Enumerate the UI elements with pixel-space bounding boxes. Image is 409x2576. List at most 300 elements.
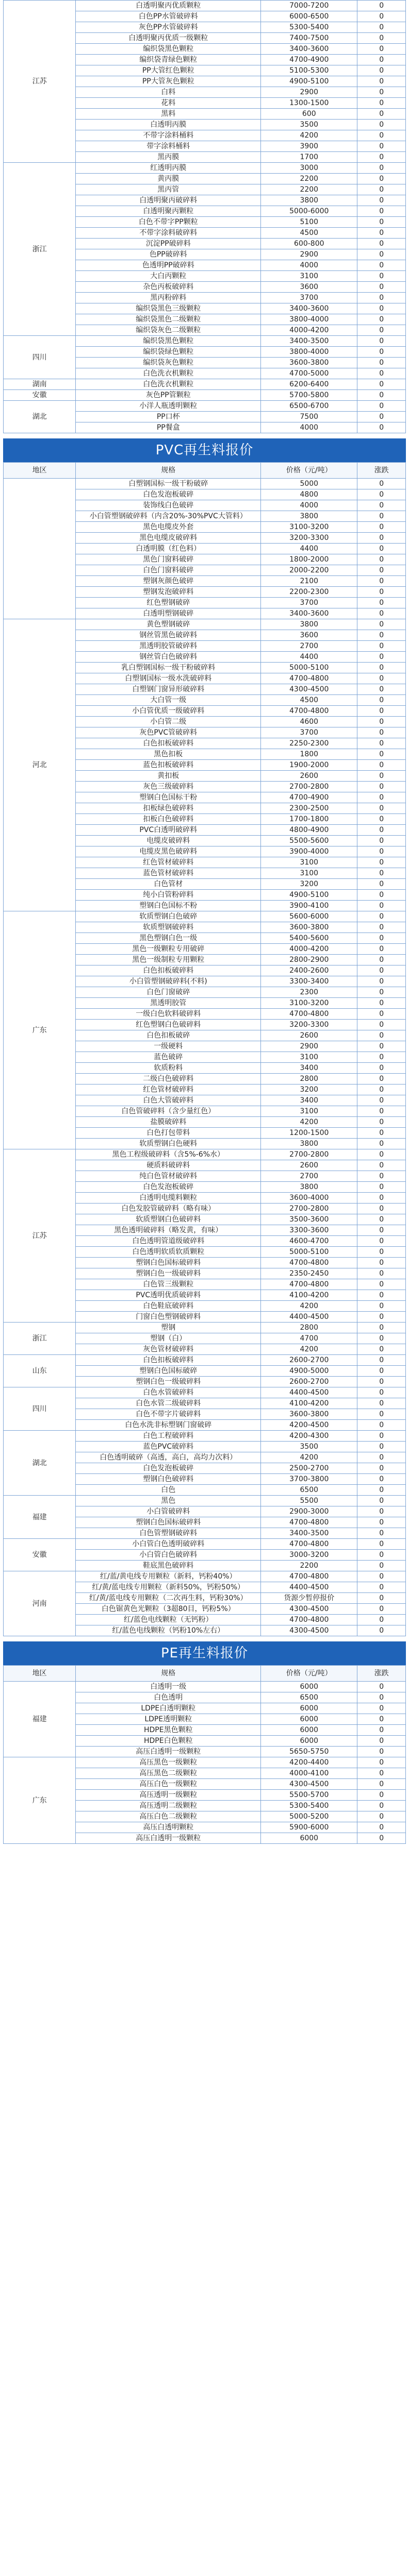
change-cell: 0 (357, 565, 406, 576)
spec-cell: 小白管优质一级破碎料 (76, 706, 261, 717)
spec-cell: 小白管塑钢破碎料(不料) (76, 976, 261, 987)
table-row (4, 1, 406, 11)
price-cell: 3600-3800 (261, 1409, 357, 1420)
price-cell: 6500 (261, 1485, 357, 1496)
spec-cell: 塑钢（白） (76, 1333, 261, 1344)
change-cell: 0 (357, 282, 406, 293)
spec-cell: 黑色电缆皮破碎料 (76, 533, 261, 544)
change-cell: 0 (357, 314, 406, 325)
price-cell: 4500 (261, 228, 357, 239)
spec-cell: 软质粉料 (76, 1063, 261, 1074)
price-cell: 4900-5000 (261, 1366, 357, 1377)
change-cell: 0 (357, 1268, 406, 1279)
price-cell: 2200 (261, 184, 357, 195)
change-cell: 0 (357, 303, 406, 314)
price-cell: 4400-4500 (261, 1582, 357, 1593)
price-cell: 3400-3600 (261, 303, 357, 314)
change-cell: 0 (357, 868, 406, 879)
spec-cell: 塑钢白色国标破碎 (76, 1366, 261, 1377)
change-cell: 0 (357, 1571, 406, 1582)
change-cell: 0 (357, 379, 406, 390)
change-cell: 0 (357, 1052, 406, 1063)
price-cell: 5000-5100 (261, 1247, 357, 1258)
spec-cell: 小白管破碎料 (76, 1506, 261, 1517)
spec-cell: 白透明丙膜 (76, 120, 261, 130)
change-cell: 0 (357, 1117, 406, 1128)
price-cell: 2600-2700 (261, 1377, 357, 1387)
price-cell: 4500 (261, 695, 357, 706)
price-cell: 2800 (261, 1074, 357, 1084)
change-cell: 0 (357, 1041, 406, 1052)
price-cell: 2700-2800 (261, 782, 357, 792)
spec-cell: 小白管白色破碎料 (76, 1550, 261, 1561)
change-cell: 0 (357, 803, 406, 814)
region-cell: 江苏 (4, 1149, 76, 1323)
spec-cell: 白透明聚丙颗粒 (76, 206, 261, 217)
price-cell: 4100-4200 (261, 1290, 357, 1301)
spec-cell: 塑钢灰颜色破碎 (76, 576, 261, 587)
price-cell: 3400-3600 (261, 44, 357, 55)
price-cell: 4200 (261, 1452, 357, 1463)
price-cell: 5100-5300 (261, 65, 357, 76)
spec-cell: 红/黄/蓝电线专用颗粒（二次再生料，钙粉30%） (76, 1593, 261, 1604)
spec-cell: 编织袋灰色二级颗粒 (76, 325, 261, 336)
change-cell: 0 (357, 1160, 406, 1171)
change-cell: 0 (357, 87, 406, 98)
price-cell: 2600 (261, 771, 357, 782)
change-cell: 0 (357, 336, 406, 347)
sections-container (3, 0, 406, 1844)
table-header-row (4, 1666, 406, 1682)
region-cell: 浙江 (4, 163, 76, 336)
price-cell: 4700-4800 (261, 1279, 357, 1290)
region-cell: 山东 (4, 1355, 76, 1387)
price-cell: 1900-2000 (261, 760, 357, 771)
price-cell: 2900-3000 (261, 1506, 357, 1517)
change-cell: 0 (357, 782, 406, 792)
change-cell: 0 (357, 1768, 406, 1779)
spec-cell: 鞋底黑色破碎料 (76, 1561, 261, 1571)
price-cell: 1200-1500 (261, 1128, 357, 1139)
price-cell: 5500-5700 (261, 1790, 357, 1801)
spec-cell: 白色大管破碎料 (76, 1095, 261, 1106)
change-cell: 0 (357, 217, 406, 228)
change-cell: 0 (357, 911, 406, 922)
price-cell: 4700-4800 (261, 1009, 357, 1020)
change-cell: 0 (357, 511, 406, 522)
price-cell: 1800-2000 (261, 554, 357, 565)
change-cell: 0 (357, 965, 406, 976)
spec-cell: 黑色 (76, 1496, 261, 1506)
spec-cell: 白透明膜（红色料） (76, 544, 261, 554)
region-cell: 广东 (4, 1757, 76, 1844)
spec-cell: 塑钢白色国标干粉 (76, 792, 261, 803)
change-cell: 0 (357, 33, 406, 44)
change-cell: 0 (357, 533, 406, 544)
price-cell: 2700-2800 (261, 1149, 357, 1160)
change-cell: 0 (357, 1474, 406, 1485)
price-cell: 6000 (261, 1736, 357, 1747)
spec-cell: 灰色PP管颗粒 (76, 390, 261, 401)
change-cell: 0 (357, 1409, 406, 1420)
spec-cell: 白色门窗料破碎 (76, 565, 261, 576)
change-cell: 0 (357, 738, 406, 749)
section-banner: PVC再生料报价 (3, 438, 406, 462)
spec-cell: 白色不带字片破碎料 (76, 1409, 261, 1420)
price-cell: 3500 (261, 120, 357, 130)
price-cell: 4700-4800 (261, 1258, 357, 1268)
price-cell: 1300-1500 (261, 98, 357, 109)
change-cell: 0 (357, 771, 406, 782)
spec-cell: LDPE透明颗粒 (76, 1714, 261, 1725)
change-cell: 0 (357, 1398, 406, 1409)
spec-cell: 白色发泡板破碎 (76, 489, 261, 500)
price-cell: 5300-5400 (261, 22, 357, 33)
change-cell: 0 (357, 1214, 406, 1225)
region-cell: 湖北 (4, 1431, 76, 1496)
spec-cell: 色PP破碎料 (76, 249, 261, 260)
price-cell: 2200-2300 (261, 587, 357, 598)
price-cell: 3500 (261, 1442, 357, 1452)
change-cell: 0 (357, 901, 406, 911)
change-cell: 0 (357, 1312, 406, 1323)
table-row (4, 390, 406, 401)
spec-cell: 白色洗衣机颗粒 (76, 379, 261, 390)
change-cell: 0 (357, 1593, 406, 1604)
price-cell: 3700 (261, 598, 357, 608)
change-cell: 0 (357, 479, 406, 489)
price-cell: 4200-4300 (261, 1431, 357, 1442)
spec-cell: 沉淀PP破碎料 (76, 239, 261, 249)
change-cell: 0 (357, 522, 406, 533)
price-cell: 6000 (261, 1703, 357, 1714)
price-cell: 4600-4700 (261, 1236, 357, 1247)
change-cell: 0 (357, 1420, 406, 1431)
price-cell: 4400-4500 (261, 1312, 357, 1323)
table-row (4, 911, 406, 922)
change-cell: 0 (357, 727, 406, 738)
price-cell: 4700-4800 (261, 1571, 357, 1582)
price-cell: 5600-6000 (261, 911, 357, 922)
change-cell: 0 (357, 1290, 406, 1301)
spec-cell: 钢丝管黑色破碎料 (76, 630, 261, 641)
table-row (4, 163, 406, 174)
spec-cell: 盐膜破碎料 (76, 1117, 261, 1128)
change-cell: 0 (357, 1182, 406, 1193)
price-cell: 4200 (261, 1344, 357, 1355)
change-cell: 0 (357, 846, 406, 857)
price-cell: 2600 (261, 1030, 357, 1041)
change-cell: 0 (357, 1279, 406, 1290)
change-cell: 0 (357, 749, 406, 760)
price-cell: 3400 (261, 1095, 357, 1106)
price-cell: 6000 (261, 1725, 357, 1736)
change-cell: 0 (357, 1452, 406, 1463)
spec-cell: 白色水管二级破碎料 (76, 1398, 261, 1409)
price-cell: 5000-5100 (261, 663, 357, 673)
price-cell: 600 (261, 109, 357, 120)
region-cell: 河北 (4, 619, 76, 911)
change-cell: 0 (357, 120, 406, 130)
change-cell: 0 (357, 695, 406, 706)
spec-cell: 红/蓝/黄电线专用颗粒（新料，钙粉40%） (76, 1571, 261, 1582)
price-cell: 3100 (261, 1106, 357, 1117)
spec-cell: 黑色扣板 (76, 749, 261, 760)
change-cell: 0 (357, 1074, 406, 1084)
spec-cell: 白塑钢国标一级干粉破碎 (76, 479, 261, 489)
spec-cell: 白色发胶管破碎料（略有味） (76, 1204, 261, 1214)
price-cell: 4200 (261, 130, 357, 141)
spec-cell: 电缆皮黑色破碎料 (76, 846, 261, 857)
change-cell: 0 (357, 598, 406, 608)
section-banner: PE再生料报价 (3, 1641, 406, 1665)
change-cell: 0 (357, 587, 406, 598)
spec-cell: 编织袋黑色颗粒 (76, 44, 261, 55)
table-row (4, 1323, 406, 1333)
spec-cell: 红/黄/蓝电线专用颗粒（新料50%，钙粉50%） (76, 1582, 261, 1593)
spec-cell: 红色管材破碎料 (76, 1084, 261, 1095)
spec-cell: 塑钢发泡破碎料 (76, 587, 261, 598)
price-cell: 4700-4900 (261, 55, 357, 65)
spec-cell: PP大管红色颗粒 (76, 65, 261, 76)
price-cell: 5500-5600 (261, 836, 357, 846)
price-cell: 2200 (261, 1561, 357, 1571)
spec-cell: 白色透明 (76, 1692, 261, 1703)
change-cell: 0 (357, 1747, 406, 1757)
change-cell: 0 (357, 249, 406, 260)
change-cell: 0 (357, 1333, 406, 1344)
spec-cell: 不带字涂料破碎料 (76, 228, 261, 239)
change-cell: 0 (357, 1604, 406, 1615)
spec-cell: 软质塑钢破碎料 (76, 922, 261, 933)
change-cell: 0 (357, 1355, 406, 1366)
price-cell: 3900 (261, 141, 357, 152)
spec-cell: 灰色管材破碎料 (76, 1344, 261, 1355)
change-cell: 0 (357, 673, 406, 684)
price-cell: 4600 (261, 717, 357, 727)
price-cell: 3100 (261, 1052, 357, 1063)
price-cell: 2700-2800 (261, 1204, 357, 1214)
change-cell: 0 (357, 1030, 406, 1041)
spec-cell: 扣板白色破碎料 (76, 814, 261, 825)
table-row (4, 1387, 406, 1398)
price-cell: 3000-3200 (261, 1550, 357, 1561)
price-table (3, 462, 406, 1636)
change-cell: 0 (357, 390, 406, 401)
spec-cell: 白色发泡板破碎 (76, 1463, 261, 1474)
spec-cell: 小白管白色透明破碎料 (76, 1539, 261, 1550)
price-cell: 3800 (261, 511, 357, 522)
spec-cell: 门窗白色塑钢破碎料 (76, 1312, 261, 1323)
change-cell: 0 (357, 174, 406, 184)
spec-cell: 白色门窗破碎 (76, 987, 261, 998)
change-cell: 0 (357, 368, 406, 379)
price-cell: 4000-4200 (261, 944, 357, 955)
spec-cell: 白色 (76, 1485, 261, 1496)
price-cell: 4200 (261, 1117, 357, 1128)
spec-cell: 白色扣板破碎 (76, 1030, 261, 1041)
header-change: 涨跌 (357, 463, 406, 479)
spec-cell: 纯小白管粉碎料 (76, 890, 261, 901)
price-cell: 7500 (261, 412, 357, 422)
table-row (4, 479, 406, 489)
spec-cell: 软质塑钢白色破碎料 (76, 1214, 261, 1225)
change-cell: 0 (357, 1736, 406, 1747)
change-cell: 0 (357, 1682, 406, 1692)
price-cell: 3200-3300 (261, 533, 357, 544)
price-cell: 1700 (261, 152, 357, 163)
price-cell: 4000-4100 (261, 1768, 357, 1779)
price-cell: 1800 (261, 749, 357, 760)
change-cell: 0 (357, 1323, 406, 1333)
spec-cell: 白色发泡板破碎 (76, 1182, 261, 1193)
price-cell: 2400-2600 (261, 965, 357, 976)
price-cell: 3700 (261, 727, 357, 738)
spec-cell: 二级白色破碎料 (76, 1074, 261, 1084)
spec-cell: 塑钢白色一级破碎料 (76, 1377, 261, 1387)
region-cell: 江苏 (4, 1, 76, 163)
change-cell: 0 (357, 879, 406, 890)
change-cell: 0 (357, 163, 406, 174)
price-cell: 2600-2700 (261, 1355, 357, 1366)
spec-cell: 灰色PVC管破碎料 (76, 727, 261, 738)
spec-cell: 不带字涂料桶料 (76, 130, 261, 141)
change-cell: 0 (357, 760, 406, 771)
change-cell: 0 (357, 1485, 406, 1496)
spec-cell: PP口杯 (76, 412, 261, 422)
change-cell: 0 (357, 1225, 406, 1236)
price-cell: 3600-3800 (261, 358, 357, 368)
price-cell: 6500 (261, 1692, 357, 1703)
change-cell: 0 (357, 1084, 406, 1095)
change-cell: 0 (357, 271, 406, 282)
spec-cell: 白色打包带料 (76, 1128, 261, 1139)
change-cell: 0 (357, 422, 406, 433)
spec-cell: 小白管塑钢破碎料（内含20%-30%PVC大管料） (76, 511, 261, 522)
change-cell: 0 (357, 890, 406, 901)
change-cell: 0 (357, 1725, 406, 1736)
spec-cell: 灰色三级破碎料 (76, 782, 261, 792)
price-cell: 4700-4900 (261, 792, 357, 803)
change-cell: 0 (357, 836, 406, 846)
change-cell: 0 (357, 1539, 406, 1550)
spec-cell: 杂色丙板破碎料 (76, 282, 261, 293)
change-cell: 0 (357, 500, 406, 511)
spec-cell: 钢丝管白色破碎料 (76, 652, 261, 663)
spec-cell: 塑钢白色国标不粉 (76, 901, 261, 911)
change-cell: 0 (357, 1171, 406, 1182)
spec-cell: HDPE黑色颗粒 (76, 1725, 261, 1736)
price-cell: 3900-4000 (261, 846, 357, 857)
price-cell: 4300-4500 (261, 684, 357, 695)
spec-cell: 黑透明胶管 (76, 998, 261, 1009)
price-cell: 3800 (261, 195, 357, 206)
price-cell: 2900 (261, 249, 357, 260)
spec-cell: 白色扣板破碎料 (76, 738, 261, 749)
spec-cell: 白透明电缆料颗粒 (76, 1193, 261, 1204)
spec-cell: 装饰线白色破碎 (76, 500, 261, 511)
price-cell: 4200-4500 (261, 1420, 357, 1431)
price-cell: 3800-4000 (261, 347, 357, 358)
spec-cell: 高压透明二级颗粒 (76, 1801, 261, 1811)
spec-cell: 白色锯黄色光颗粒（3超80目，钙粉5%） (76, 1604, 261, 1615)
table-row (4, 1496, 406, 1506)
price-cell: 2900 (261, 87, 357, 98)
spec-cell: 白色水洗非标塑钢门窗破碎 (76, 1420, 261, 1431)
price-cell: 3100 (261, 271, 357, 282)
price-cell: 4700-4800 (261, 1517, 357, 1528)
spec-cell: 白色透明软质软质颗粒 (76, 1247, 261, 1258)
spec-cell: 电缆皮破碎料 (76, 836, 261, 846)
price-cell: 4700-4800 (261, 1539, 357, 1550)
change-cell: 0 (357, 955, 406, 965)
change-cell: 0 (357, 1833, 406, 1844)
change-cell: 0 (357, 544, 406, 554)
price-cell: 4300-4500 (261, 1779, 357, 1790)
price-cell: 6000-6500 (261, 11, 357, 22)
change-cell: 0 (357, 1258, 406, 1268)
price-cell: 3800 (261, 1182, 357, 1193)
change-cell: 0 (357, 933, 406, 944)
spec-cell: 白色不带字PP颗粒 (76, 217, 261, 228)
price-cell: 4300-4500 (261, 1604, 357, 1615)
price-cell: 4700 (261, 1333, 357, 1344)
change-cell: 0 (357, 1149, 406, 1160)
change-cell: 0 (357, 347, 406, 358)
price-cell: 4000 (261, 260, 357, 271)
change-cell: 0 (357, 792, 406, 803)
change-cell: 0 (357, 922, 406, 933)
price-cell: 2600 (261, 1160, 357, 1171)
price-table (3, 1665, 406, 1844)
spec-cell: 黑丙管 (76, 184, 261, 195)
change-cell: 0 (357, 608, 406, 619)
spec-cell: 高压白透明一级颗粒 (76, 1833, 261, 1844)
change-cell: 0 (357, 1095, 406, 1106)
header-region: 地区 (4, 1666, 76, 1682)
region-cell: 湖北 (4, 401, 76, 433)
change-cell: 0 (357, 489, 406, 500)
spec-cell: 黑色电缆皮外套 (76, 522, 261, 533)
spec-cell: 白色管塑钢破碎料 (76, 1528, 261, 1539)
spec-cell: 编织袋青绿色颗粒 (76, 55, 261, 65)
spec-cell: 白色透明管道级破碎料 (76, 1236, 261, 1247)
region-cell: 浙江 (4, 1323, 76, 1355)
change-cell: 0 (357, 11, 406, 22)
change-cell: 0 (357, 576, 406, 587)
spec-cell: 白色工程破碎料 (76, 1431, 261, 1442)
spec-cell: 纯白色管材破碎料 (76, 1171, 261, 1182)
change-cell: 0 (357, 1615, 406, 1625)
price-cell: 2350-2450 (261, 1268, 357, 1279)
change-cell: 0 (357, 1811, 406, 1822)
change-cell: 0 (357, 44, 406, 55)
price-cell: 4900-5100 (261, 890, 357, 901)
spec-cell: 黑丙粉碎料 (76, 293, 261, 303)
table-row (4, 1571, 406, 1582)
price-cell: 5650-5750 (261, 1747, 357, 1757)
price-cell: 3600 (261, 630, 357, 641)
price-cell: 600-800 (261, 239, 357, 249)
price-cell: 3400-3600 (261, 608, 357, 619)
spec-cell: 黑色门窗料破碎 (76, 554, 261, 565)
spec-cell: 塑钢白色一级破碎料 (76, 1268, 261, 1279)
spec-cell: 乳白塑钢国标一级干粉破碎料 (76, 663, 261, 673)
change-cell: 0 (357, 619, 406, 630)
price-cell: 4900-5100 (261, 76, 357, 87)
spec-cell: 黑色透明破碎料（略发黄，有味） (76, 1225, 261, 1236)
change-cell: 0 (357, 206, 406, 217)
